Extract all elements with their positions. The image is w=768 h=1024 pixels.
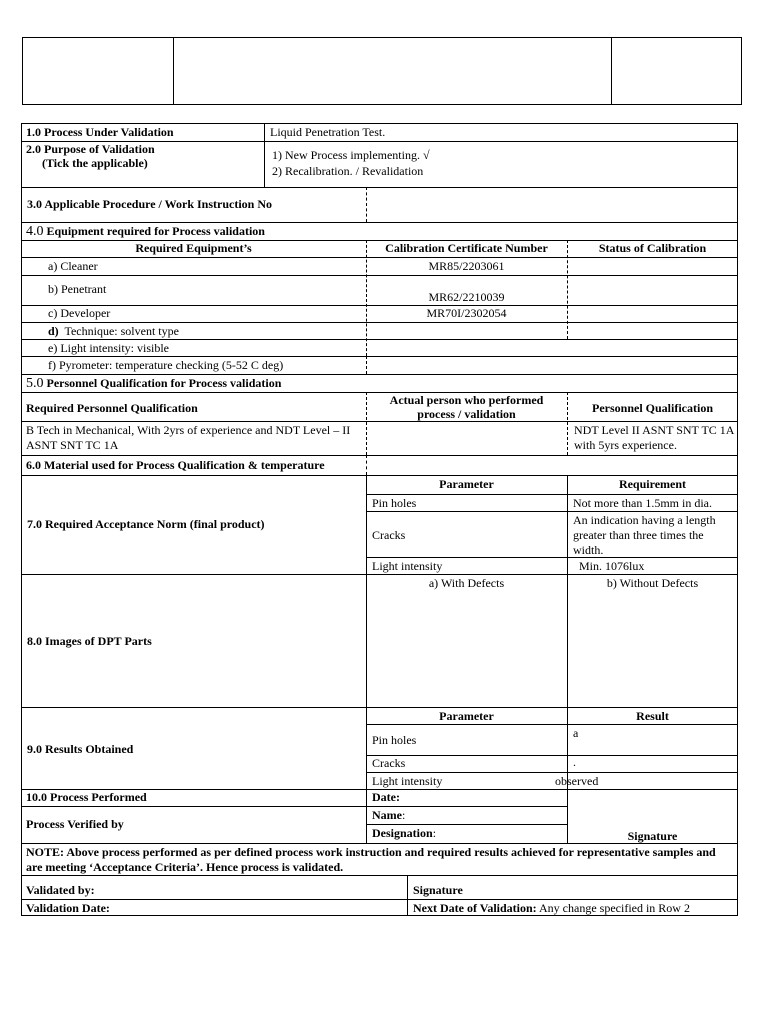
process-under-validation-value: Liquid Penetration Test. [270,125,386,139]
acceptance-req-light-intensity: Min. 1076lux [579,559,645,573]
acceptance-req-pinholes: Not more than 1.5mm in dia. [573,496,712,510]
acceptance-param-light-intensity: Light intensity [372,559,443,573]
results-param-light-intensity: Light intensity [372,774,443,788]
equipment-cleaner: a) Cleaner [48,259,98,273]
designation-label: Designation: [372,826,437,840]
equipment-penetrant: b) Penetrant [48,282,107,296]
acceptance-param-cracks: Cracks [372,528,406,542]
equipment-developer: c) Developer [48,306,111,320]
required-qualification-value: B Tech in Mechanical, With 2yrs of experience and NDT Level – II ASNT SNT TC 1A [26,423,351,452]
acceptance-req-cracks: An indication having a length greater than three times the width. [573,513,716,557]
results-param-pinholes: Pin holes [372,733,417,747]
equipment-light-intensity: e) Light intensity: visible [48,341,169,355]
results-param-cracks: Cracks [372,756,406,770]
personnel-qualification-value: NDT Level II ASNT SNT TC 1A with 5yrs experience. [574,423,734,452]
procedure-number-label: 3.0 Applicable Procedure / Work Instruction No [27,197,273,211]
process-verified-by-label: Process Verified by [26,817,124,831]
process-performed-label: 10.0 Process Performed [26,790,147,804]
col-actual-person: Actual person who performed process / validation [389,393,544,421]
results-col-parameter: Parameter [439,709,494,723]
results-value-pinholes: a [573,726,579,740]
next-validation-date: Next Date of Validation: Any change specified in Row 2 [413,901,690,915]
images-dpt-parts-label: 8.0 Images of DPT Parts [27,634,152,648]
validation-note: NOTE: Above process performed as per defined process work instruction and required results achieved for representative samples and are meeting ‘Acceptance Criteria’. Hence process is validated. [26,845,716,874]
cert-cleaner: MR85/2203061 [428,259,505,273]
acceptance-col-parameter: Parameter [439,477,494,491]
equipment-pyrometer: f) Pyrometer: temperature checking (5-52 C deg) [48,358,284,372]
document-header-box [22,37,742,105]
cert-developer: MR70I/2302054 [426,306,507,320]
material-temperature-label: 6.0 Material used for Process Qualification & temperature [26,458,325,472]
header-divider [611,38,612,104]
personnel-section-title: 5.0 Personnel Qualification for Process validation [26,376,282,391]
col-required-equipment: Required Equipment’s [135,241,252,255]
col-status-of-calibration: Status of Calibration [598,241,707,255]
results-col-result: Result [636,709,669,723]
footer-signature-label: Signature [413,883,463,897]
validated-by-label: Validated by: [26,883,95,897]
col-required-personnel-qualification: Required Personnel Qualification [26,401,198,415]
purpose-option-new-process[interactable]: 1) New Process implementing. √ [272,148,430,162]
header-divider [173,38,174,104]
col-personnel-qualification: Personnel Qualification [592,401,713,415]
signature-label: Signature [627,829,678,843]
equipment-section-title: 4.0 Equipment required for Process validation [26,224,265,239]
results-value-light-intensity: observed [555,774,599,788]
images-with-defects-header: a) With Defects [428,576,505,590]
process-under-validation-label: 1.0 Process Under Validation [26,125,174,139]
purpose-option-recalibration[interactable]: 2) Recalibration. / Revalidation [272,164,424,178]
acceptance-norm-label: 7.0 Required Acceptance Norm (final product) [27,517,265,531]
acceptance-col-requirement: Requirement [618,477,687,491]
images-without-defects-header: b) Without Defects [606,576,699,590]
results-obtained-label: 9.0 Results Obtained [27,742,134,756]
equipment-technique: d) Technique: solvent type [48,324,179,338]
cert-penetrant: MR62/2210039 [428,290,505,304]
results-value-cracks: . [573,755,576,769]
validation-date-label: Validation Date: [26,901,110,915]
col-calibration-certificate: Calibration Certificate Number [385,241,548,255]
name-label: Name: [372,808,406,822]
purpose-tick-note: (Tick the applicable) [42,156,148,170]
purpose-of-validation-label: 2.0 Purpose of Validation [26,142,155,156]
date-label: Date: [372,790,400,804]
acceptance-param-pinholes: Pin holes [372,496,417,510]
